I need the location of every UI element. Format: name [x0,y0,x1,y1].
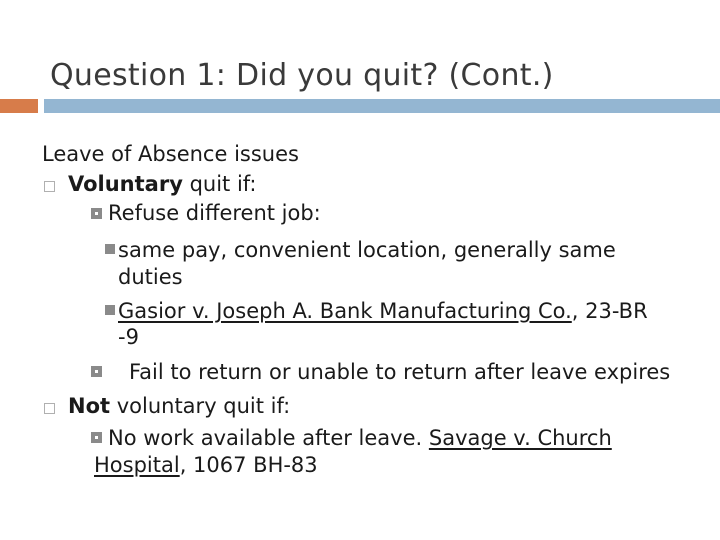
same-pay-item-2: duties [118,265,183,289]
box-bullet-icon [44,181,55,192]
voluntary-item [68,171,257,198]
voluntary-bold: Voluntary [68,172,183,196]
square-bullet-icon [91,208,102,219]
gasior-case-item [118,298,648,325]
small-square-bullet-icon [105,305,115,315]
orange-accent-bar [0,99,38,113]
gasior-case-cite-2: -9 [118,325,139,349]
square-bullet-icon [91,432,102,443]
gasior-case-name: Gasior v. Joseph A. Bank Manufacturing Co. [118,299,572,323]
not-voluntary-item [68,393,290,420]
blue-accent-bar [44,99,720,113]
fail-return-item: Fail to return or unable to return after leave expires [129,360,671,384]
savage-case-name-2: Hospital [94,453,180,477]
gasior-case-cite: , 23-BR [571,299,648,323]
savage-case-name-1: Savage v. Church [428,426,612,450]
not-voluntary-rest: voluntary quit if: [110,394,291,418]
slide-title: Question 1: Did you quit? (Cont.) [50,58,554,93]
same-pay-item-1: same pay, convenient location, generally same [118,238,616,262]
no-work-text: No work available after leave. [108,426,429,450]
no-work-item [108,425,612,452]
square-bullet-icon [91,366,102,377]
savage-case-cite: , 1067 BH-83 [179,453,318,477]
section-heading: Leave of Absence issues [42,142,299,166]
small-square-bullet-icon [105,244,115,254]
savage-case-line-2 [94,452,318,479]
box-bullet-icon [44,403,55,414]
not-bold: Not [68,394,111,418]
voluntary-rest: quit if: [182,172,257,196]
refuse-job-item: Refuse different job: [108,201,321,225]
